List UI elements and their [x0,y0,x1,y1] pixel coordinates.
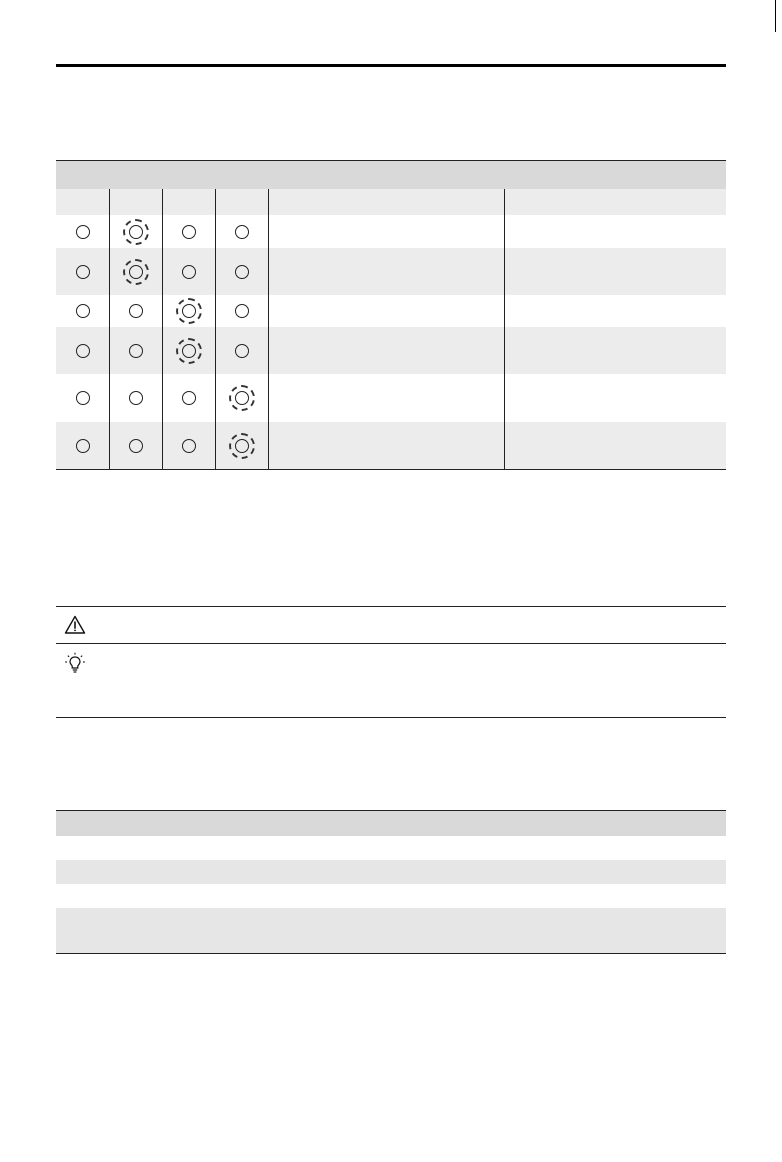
led-cell [109,215,162,248]
led-description-cell [268,327,504,374]
led-cell [109,327,162,374]
led-cell [56,327,109,374]
led-solid-icon [129,439,143,453]
spec-table-row [56,860,726,884]
led-status-table [56,160,726,470]
trim-mark [775,0,776,32]
header-cell-led2 [109,189,162,215]
led-table-title-row [56,161,726,189]
led-table-row [56,248,726,295]
led-description-cell [268,295,504,327]
led-cell [109,422,162,469]
spec-table-row [56,884,726,908]
led-description-cell [268,374,504,422]
led-solid-icon [182,439,196,453]
led-table-body [56,215,726,469]
led-cell [215,374,268,422]
header-cell-description [268,189,504,215]
led-cell [162,327,215,374]
led-cell [109,295,162,327]
led-cell [162,422,215,469]
led-table-row [56,422,726,469]
led-solid-icon [76,304,90,318]
warning-row [56,607,726,643]
led-blinking-icon [235,439,249,453]
led-solid-icon [76,225,90,239]
led-cell [109,374,162,422]
header-cell-note [504,189,726,215]
led-table-row [56,327,726,374]
header-cell-led3 [162,189,215,215]
led-cell [215,215,268,248]
led-table-row [56,215,726,248]
spec-table [56,810,726,954]
led-solid-icon [76,391,90,405]
led-blinking-icon [129,265,143,279]
led-solid-icon [129,344,143,358]
led-cell [109,248,162,295]
led-solid-icon [76,265,90,279]
led-cell [162,374,215,422]
led-cell [215,295,268,327]
led-solid-icon [76,344,90,358]
led-description-cell [268,215,504,248]
tip-row [56,643,726,717]
led-note-cell [504,248,726,295]
led-solid-icon [76,439,90,453]
led-blinking-icon [235,391,249,405]
led-solid-icon [182,265,196,279]
led-cell [56,422,109,469]
led-cell [215,422,268,469]
led-blinking-icon [182,344,196,358]
led-cell [215,327,268,374]
led-solid-icon [129,304,143,318]
led-table-row [56,295,726,327]
led-solid-icon [235,304,249,318]
notice-box [56,606,726,718]
spec-table-header [56,811,726,836]
led-solid-icon [235,225,249,239]
spec-table-row [56,836,726,860]
led-note-cell [504,422,726,469]
page-top-rule [56,64,726,67]
led-table-row [56,374,726,422]
led-solid-icon [235,265,249,279]
led-solid-icon [182,225,196,239]
led-blinking-icon [129,225,143,239]
led-note-cell [504,215,726,248]
header-cell-led1 [56,189,109,215]
led-solid-icon [235,344,249,358]
spec-table-row [56,908,726,953]
led-cell [56,374,109,422]
led-note-cell [504,374,726,422]
led-note-cell [504,327,726,374]
led-cell [56,295,109,327]
led-cell [162,248,215,295]
led-cell [56,248,109,295]
led-cell [162,295,215,327]
led-note-cell [504,295,726,327]
led-cell [215,248,268,295]
led-description-cell [268,248,504,295]
led-table-header-row [56,189,726,215]
header-cell-led4 [215,189,268,215]
led-description-cell [268,422,504,469]
led-cell [162,215,215,248]
led-solid-icon [129,391,143,405]
led-cell [56,215,109,248]
warning-triangle-icon [64,614,86,636]
lightbulb-icon [64,652,86,674]
led-blinking-icon [182,304,196,318]
led-solid-icon [182,391,196,405]
